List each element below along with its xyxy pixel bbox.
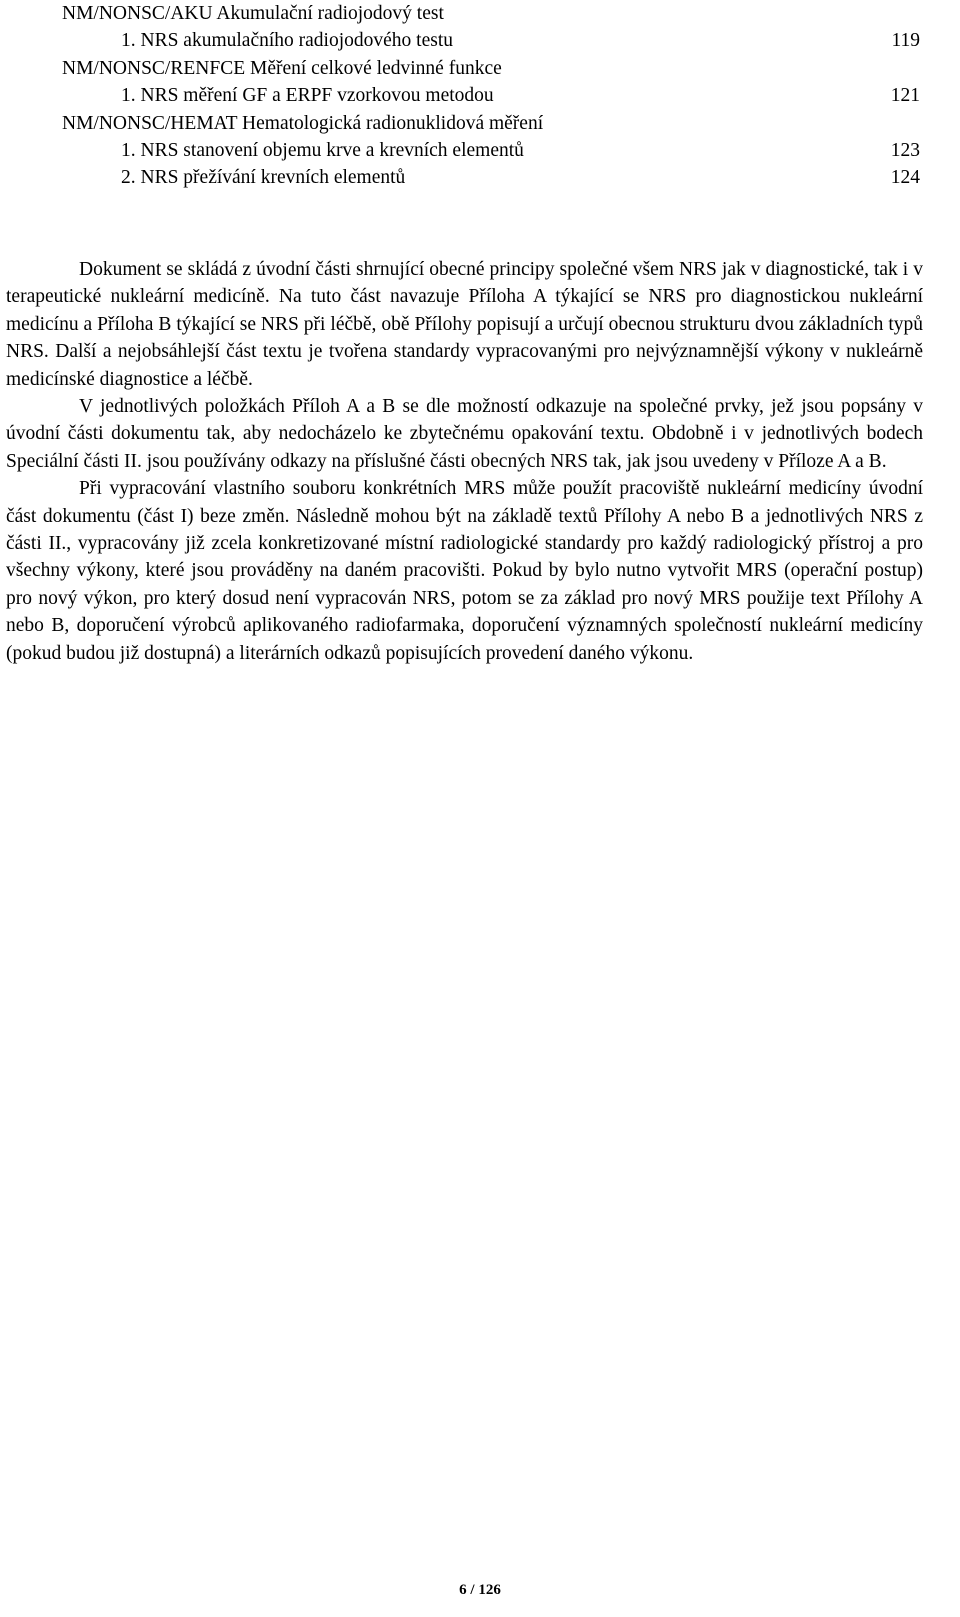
toc-page-number: 119 [891,30,920,52]
table-of-contents [62,0,920,192]
page-number-footer: 6 / 126 [459,1582,501,1598]
paragraph: Při vypracování vlastního souboru konkrétních MRS může použít pracoviště nukleární medicíny úvodní část dokumentu (část I) beze změn. Následně mohou být na základě textů Přílohy A nebo B a jednotlivých NRS z části II., vypracovány již zcela konkretizované místní radiologické standardy pro každý radiologický přístroj a pro všechny výkony, které jsou prováděny na daném pracovišti. Pokud by bylo nutno vytvořit MRS (operační postup) pro nový výkon, pro který dosud není vypracován NRS, potom se za základ pro nový MRS použije text Přílohy A nebo B, doporučení výrobců aplikovaného radiofarmaka, doporučení významných společností nukleární medicíny (pokud budou již dostupná) a literárních odkazů popisujících provedení daného výkonu. [6,478,923,664]
toc-page-number: 121 [890,85,920,107]
toc-item [62,27,920,54]
toc-item [62,164,920,191]
toc-page-number: 124 [890,167,920,189]
toc-section-title: NM/NONSC/HEMAT Hematologická radionuklidová měření [62,112,544,134]
toc-page-number [880,0,920,27]
document-body [6,256,923,667]
toc-section [62,110,920,137]
paragraph: V jednotlivých položkách Příloh A a B se dle možností odkazuje na společné prvky, jež jsou popsány v úvodní části dokumentu tak, aby nedocházelo ke zbytečnému opakování textu. Obdobně i v jednotlivých bodech Speciální části II. jsou používány odkazy na příslušné části obecných NRS tak, jak jsou uvedeny v Příloze A a B. [6,396,923,472]
toc-section-title: NM/NONSC/RENFCE Měření celkové ledvinné funkce [62,57,502,79]
toc-item-title: 1. NRS měření GF a ERPF vzorkovou metodou [121,85,494,107]
toc-page-number [880,110,920,137]
paragraph: Dokument se skládá z úvodní části shrnující obecné principy společné všem NRS jak v diagnostické, tak i v terapeutické nukleární medicíně. Na tuto část navazuje Příloha A týkající se NRS pro diagnostickou nukleární medicínu a Příloha B týkající se NRS při léčbě, obě Přílohy popisují a určují obecnou strukturu dvou základních typů NRS. Další a nejobsáhlejší část textu je tvořena standardy vypracovanými pro nejvýznamnější výkony v nukleárně medicínské diagnostice a léčbě. [6,259,923,390]
toc-page-number [880,55,920,82]
toc-item-title: 2. NRS přežívání krevních elementů [121,167,406,189]
toc-section [62,55,920,82]
toc-item [62,137,920,164]
toc-item [62,82,920,109]
toc-item-title: 1. NRS akumulačního radiojodového testu [121,30,453,52]
toc-section-title: NM/NONSC/AKU Akumulační radiojodový test [62,3,444,24]
toc-item-title: 1. NRS stanovení objemu krve a krevních elementů [121,140,524,162]
toc-section [62,0,920,27]
toc-page-number: 123 [890,140,920,162]
